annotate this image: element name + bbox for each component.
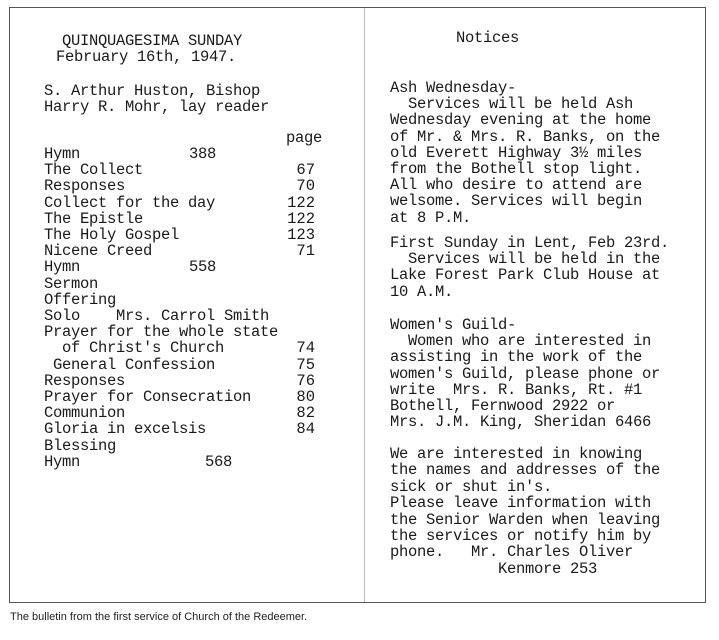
notice-line: the names and addresses of the xyxy=(390,461,661,479)
notice-line: assisting in the work of the xyxy=(390,348,643,366)
notice-line: All who desire to attend are xyxy=(390,176,643,194)
notice-line: women's Guild, please phone or xyxy=(390,365,661,383)
page-number: 123 xyxy=(287,226,315,244)
hymn-number: 568 xyxy=(205,453,233,471)
page-number: 71 xyxy=(296,242,315,260)
notice-line: the Senior Warden when leaving xyxy=(390,511,661,529)
page-number: 80 xyxy=(296,388,315,406)
page-number: 84 xyxy=(296,420,315,438)
order-item-name: Hymn xyxy=(44,258,81,276)
order-item-name: Gloria in excelsis xyxy=(44,420,207,438)
page-number: 70 xyxy=(296,177,315,195)
notice-line: Women's Guild- xyxy=(390,316,517,334)
order-item-name: Prayer for the whole state xyxy=(44,323,279,341)
service-date: February 16th, 1947. xyxy=(56,48,237,66)
page-number: 122 xyxy=(287,210,315,228)
order-item-name: The Collect xyxy=(44,161,144,179)
notice-line: 10 A.M. xyxy=(390,283,454,301)
notice-line: phone. Mr. Charles Oliver xyxy=(390,543,634,561)
figure-caption: The bulletin from the first service of Church of the Redeemer. xyxy=(10,611,308,623)
notice-line: Mrs. J.M. King, Sheridan 6466 xyxy=(390,413,652,431)
order-item-name: Solo Mrs. Carrol Smith xyxy=(44,307,270,325)
order-item-name: Responses xyxy=(44,372,126,390)
notice-line: Bothell, Fernwood 2922 or xyxy=(390,397,616,415)
officiant-bishop: S. Arthur Huston, Bishop xyxy=(44,82,261,100)
page-fold-divider xyxy=(364,8,365,602)
order-item-name: Offering xyxy=(44,291,117,309)
order-item-name: Nicene Creed xyxy=(44,242,153,260)
page-number: 75 xyxy=(296,356,315,374)
order-item-name: Hymn xyxy=(44,145,81,163)
order-item-name: General Confession xyxy=(44,356,216,374)
order-item-name: Sermon xyxy=(44,275,99,293)
order-item-name: Communion xyxy=(44,404,126,422)
notice-line: Wednesday evening at the home xyxy=(390,111,652,129)
notices-title: Notices xyxy=(456,29,520,47)
notice-line: Women who are interested in xyxy=(390,332,652,350)
order-item-name: Collect for the day xyxy=(44,194,216,212)
order-item-name: The Epistle xyxy=(44,210,144,228)
notice-line: write Mrs. R. Banks, Rt. #1 xyxy=(390,381,643,399)
notice-line: the services or notify him by xyxy=(390,527,652,545)
order-item-name: of Christ's Church xyxy=(44,339,225,357)
service-title: QUINQUAGESIMA SUNDAY xyxy=(62,32,243,50)
notice-line: of Mr. & Mrs. R. Banks, on the xyxy=(390,128,661,146)
page-number: 67 xyxy=(296,161,315,179)
hymn-number: 558 xyxy=(189,258,217,276)
hymn-number: 388 xyxy=(189,145,217,163)
order-item-name: Blessing xyxy=(44,437,117,455)
page-number: 76 xyxy=(296,372,315,390)
notice-line: from the Bothell stop light. xyxy=(390,160,643,178)
order-item-name: The Holy Gospel xyxy=(44,226,180,244)
notice-line: Please leave information with xyxy=(390,494,652,512)
page-number: 82 xyxy=(296,404,315,422)
page-column-header: page xyxy=(286,129,323,147)
page-number: 122 xyxy=(287,194,315,212)
notice-line: old Everett Highway 3½ miles xyxy=(390,144,643,162)
page-number: 74 xyxy=(296,339,315,357)
order-item-name: Prayer for Consecration xyxy=(44,388,252,406)
notice-line: Services will be held in the xyxy=(390,250,661,268)
notice-line: welsome. Services will begin xyxy=(390,192,643,210)
notice-line: Services will be held Ash xyxy=(390,95,634,113)
order-item-name: Responses xyxy=(44,177,126,195)
notice-line: sick or shut in's. xyxy=(390,478,553,496)
notice-line: Lake Forest Park Club House at xyxy=(390,266,661,284)
notice-line: First Sunday in Lent, Feb 23rd. xyxy=(390,234,670,252)
notice-line: Ash Wednesday- xyxy=(390,79,517,97)
notice-line: We are interested in knowing xyxy=(390,445,643,463)
officiant-lay-reader: Harry R. Mohr, lay reader xyxy=(44,98,270,116)
notice-line: at 8 P.M. xyxy=(390,209,472,227)
notice-line: Kenmore 253 xyxy=(390,560,598,578)
order-item-name: Hymn xyxy=(44,453,81,471)
